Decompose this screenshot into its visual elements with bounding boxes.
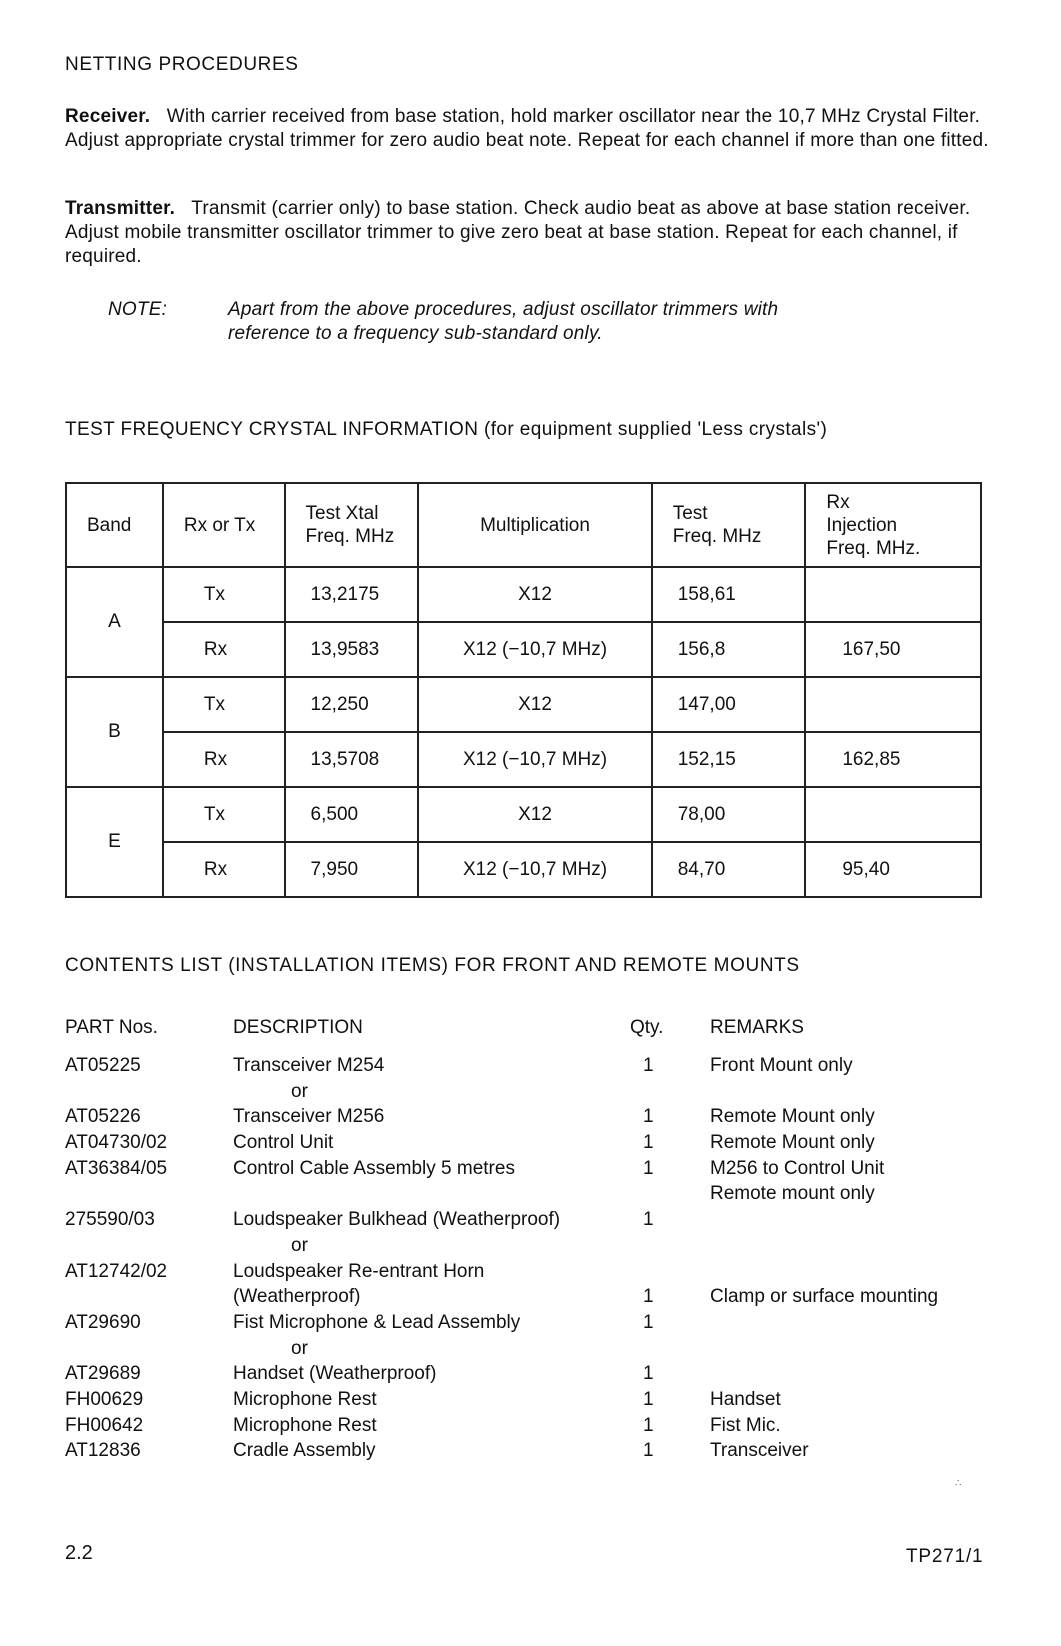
injection-cell — [805, 787, 981, 842]
description: Microphone Rest — [233, 1388, 377, 1410]
header-rx-injection: Rx Injection Freq. MHz. — [805, 483, 981, 567]
qty: 1 — [643, 1157, 654, 1179]
part-no: AT29689 — [65, 1363, 141, 1385]
remarks: Transceiver — [710, 1440, 809, 1462]
part-no: AT05225 — [65, 1055, 141, 1076]
part-no: AT29690 — [65, 1311, 141, 1333]
qty: 1 — [643, 1363, 654, 1385]
qty: 1 — [643, 1209, 654, 1231]
contents-heading: CONTENTS LIST (INSTALLATION ITEMS) FOR FRONT AND REMOTE MOUNTS — [65, 955, 800, 976]
note-label: NOTE: — [108, 299, 168, 320]
list-item — [65, 1208, 1005, 1234]
list-item — [65, 1234, 1005, 1260]
transmitter-label: Transmitter. — [65, 198, 176, 219]
header-test-xtal: Test Xtal Freq. MHz — [285, 483, 419, 567]
contents-list — [65, 1016, 1005, 1465]
remarks: Handset — [710, 1388, 781, 1410]
qty: 1 — [643, 1440, 654, 1462]
table-row — [66, 567, 981, 622]
qty: 1 — [643, 1106, 654, 1128]
header-part-nos: PART Nos. — [65, 1017, 158, 1038]
table-row — [66, 622, 981, 677]
injection-cell — [805, 677, 981, 732]
xtal-cell: 7,950 — [285, 842, 419, 897]
list-item — [65, 1054, 1005, 1080]
mult-cell: X12 — [418, 567, 651, 622]
test-freq-cell: 147,00 — [652, 677, 806, 732]
part-no: FH00629 — [65, 1388, 144, 1410]
part-no: 275590/03 — [65, 1209, 155, 1231]
scan-speck: ∴ — [955, 1478, 962, 1489]
mult-cell: X12 (−10,7 MHz) — [418, 732, 651, 787]
header-test-freq: Test Freq. MHz — [652, 483, 806, 567]
qty: 1 — [643, 1414, 654, 1436]
table-row — [66, 677, 981, 732]
description: Cradle Assembly — [233, 1440, 376, 1462]
rxtx-cell: Rx — [163, 732, 285, 787]
part-no: AT12836 — [65, 1440, 141, 1462]
crystal-table-header — [66, 483, 981, 567]
mult-cell: X12 (−10,7 MHz) — [418, 842, 651, 897]
transmitter-text: Transmit (carrier only) to base station. Check audio beat as above at base station receiver. Adjust mobile transmitter oscillator trimmer to give zero beat at base station. Repeat for each channel, if required. — [65, 198, 971, 267]
list-item — [65, 1414, 1005, 1440]
test-freq-cell: 152,15 — [652, 732, 806, 787]
contents-header-row — [65, 1016, 1005, 1054]
crystal-table — [65, 482, 982, 898]
list-item — [65, 1337, 1005, 1363]
header-qty: Qty. — [630, 1017, 664, 1038]
description: Transceiver M256 — [233, 1106, 385, 1128]
note-text: Apart from the above procedures, adjust oscillator trimmers with reference to a frequency sub-standard only. — [228, 299, 779, 344]
test-freq-cell: 156,8 — [652, 622, 806, 677]
rxtx-cell: Tx — [163, 567, 285, 622]
list-item — [65, 1311, 1005, 1337]
list-item — [65, 1260, 1005, 1286]
mult-cell: X12 — [418, 787, 651, 842]
remarks: Remote mount only — [710, 1183, 875, 1205]
remarks: Fist Mic. — [710, 1414, 781, 1436]
or-separator: or — [291, 1337, 308, 1359]
xtal-cell: 12,250 — [285, 677, 419, 732]
mult-cell: X12 (−10,7 MHz) — [418, 622, 651, 677]
table-row — [66, 787, 981, 842]
qty: 1 — [643, 1311, 654, 1333]
header-rx-or-tx: Rx or Tx — [163, 483, 285, 567]
qty: 1 — [643, 1388, 654, 1410]
list-item — [65, 1285, 1005, 1311]
test-freq-cell: 158,61 — [652, 567, 806, 622]
description: Fist Microphone & Lead Assembly — [233, 1311, 521, 1333]
qty: 1 — [643, 1286, 654, 1308]
receiver-label: Receiver. — [65, 106, 151, 127]
transmitter-paragraph — [65, 197, 995, 269]
header-remarks: REMARKS — [710, 1017, 804, 1038]
injection-cell: 167,50 — [805, 622, 981, 677]
injection-cell: 95,40 — [805, 842, 981, 897]
remarks: Clamp or surface mounting — [710, 1286, 939, 1308]
description: Loudspeaker Bulkhead (Weatherproof) — [233, 1209, 561, 1231]
remarks: M256 to Control Unit — [710, 1157, 885, 1179]
test-freq-cell: 84,70 — [652, 842, 806, 897]
rxtx-cell: Rx — [163, 622, 285, 677]
band-cell: B — [66, 677, 163, 787]
injection-cell: 162,85 — [805, 732, 981, 787]
document-reference: TP271/1 — [906, 1546, 984, 1567]
xtal-cell: 13,5708 — [285, 732, 419, 787]
description: Handset (Weatherproof) — [233, 1363, 437, 1385]
part-no: FH00642 — [65, 1414, 144, 1436]
injection-cell — [805, 567, 981, 622]
description: Transceiver M254 — [233, 1055, 385, 1076]
qty: 1 — [643, 1132, 654, 1154]
list-item — [65, 1439, 1005, 1465]
receiver-paragraph — [65, 105, 995, 153]
qty: 1 — [643, 1055, 654, 1076]
list-item — [65, 1362, 1005, 1388]
rxtx-cell: Rx — [163, 842, 285, 897]
description: Control Cable Assembly 5 metres — [233, 1157, 515, 1179]
xtal-cell: 13,9583 — [285, 622, 419, 677]
table-row — [66, 842, 981, 897]
remarks: Front Mount only — [710, 1055, 853, 1076]
rxtx-cell: Tx — [163, 787, 285, 842]
mult-cell: X12 — [418, 677, 651, 732]
test-frequency-heading: TEST FREQUENCY CRYSTAL INFORMATION (for equipment supplied 'Less crystals') — [65, 419, 828, 440]
xtal-cell: 13,2175 — [285, 567, 419, 622]
list-item — [65, 1182, 1005, 1208]
receiver-text: With carrier received from base station, hold marker oscillator near the 10,7 MHz Crystal Filter. Adjust appropriate crystal trimmer for zero audio beat note. Repeat for each channel if more than one fitted. — [65, 106, 989, 151]
remarks: Remote Mount only — [710, 1132, 875, 1154]
header-description: DESCRIPTION — [233, 1017, 363, 1038]
part-no: AT12742/02 — [65, 1260, 168, 1282]
band-cell: A — [66, 567, 163, 677]
or-separator: or — [291, 1080, 308, 1102]
or-separator: or — [291, 1234, 308, 1256]
description: Microphone Rest — [233, 1414, 377, 1436]
list-item — [65, 1388, 1005, 1414]
header-multiplication: Multiplication — [418, 483, 651, 567]
description: Loudspeaker Re-entrant Horn — [233, 1260, 485, 1282]
description: Control Unit — [233, 1132, 334, 1154]
list-item — [65, 1131, 1005, 1157]
remarks: Remote Mount only — [710, 1106, 875, 1128]
xtal-cell: 6,500 — [285, 787, 419, 842]
band-cell: E — [66, 787, 163, 897]
description: (Weatherproof) — [233, 1286, 361, 1308]
list-item — [65, 1105, 1005, 1131]
netting-heading: NETTING PROCEDURES — [65, 54, 299, 75]
rxtx-cell: Tx — [163, 677, 285, 732]
list-item — [65, 1157, 1005, 1183]
header-band: Band — [66, 483, 163, 567]
part-no: AT05226 — [65, 1106, 141, 1128]
page-number: 2.2 — [65, 1542, 93, 1564]
test-freq-cell: 78,00 — [652, 787, 806, 842]
part-no: AT36384/05 — [65, 1157, 168, 1179]
list-item — [65, 1080, 1005, 1106]
table-row — [66, 732, 981, 787]
part-no: AT04730/02 — [65, 1132, 168, 1154]
